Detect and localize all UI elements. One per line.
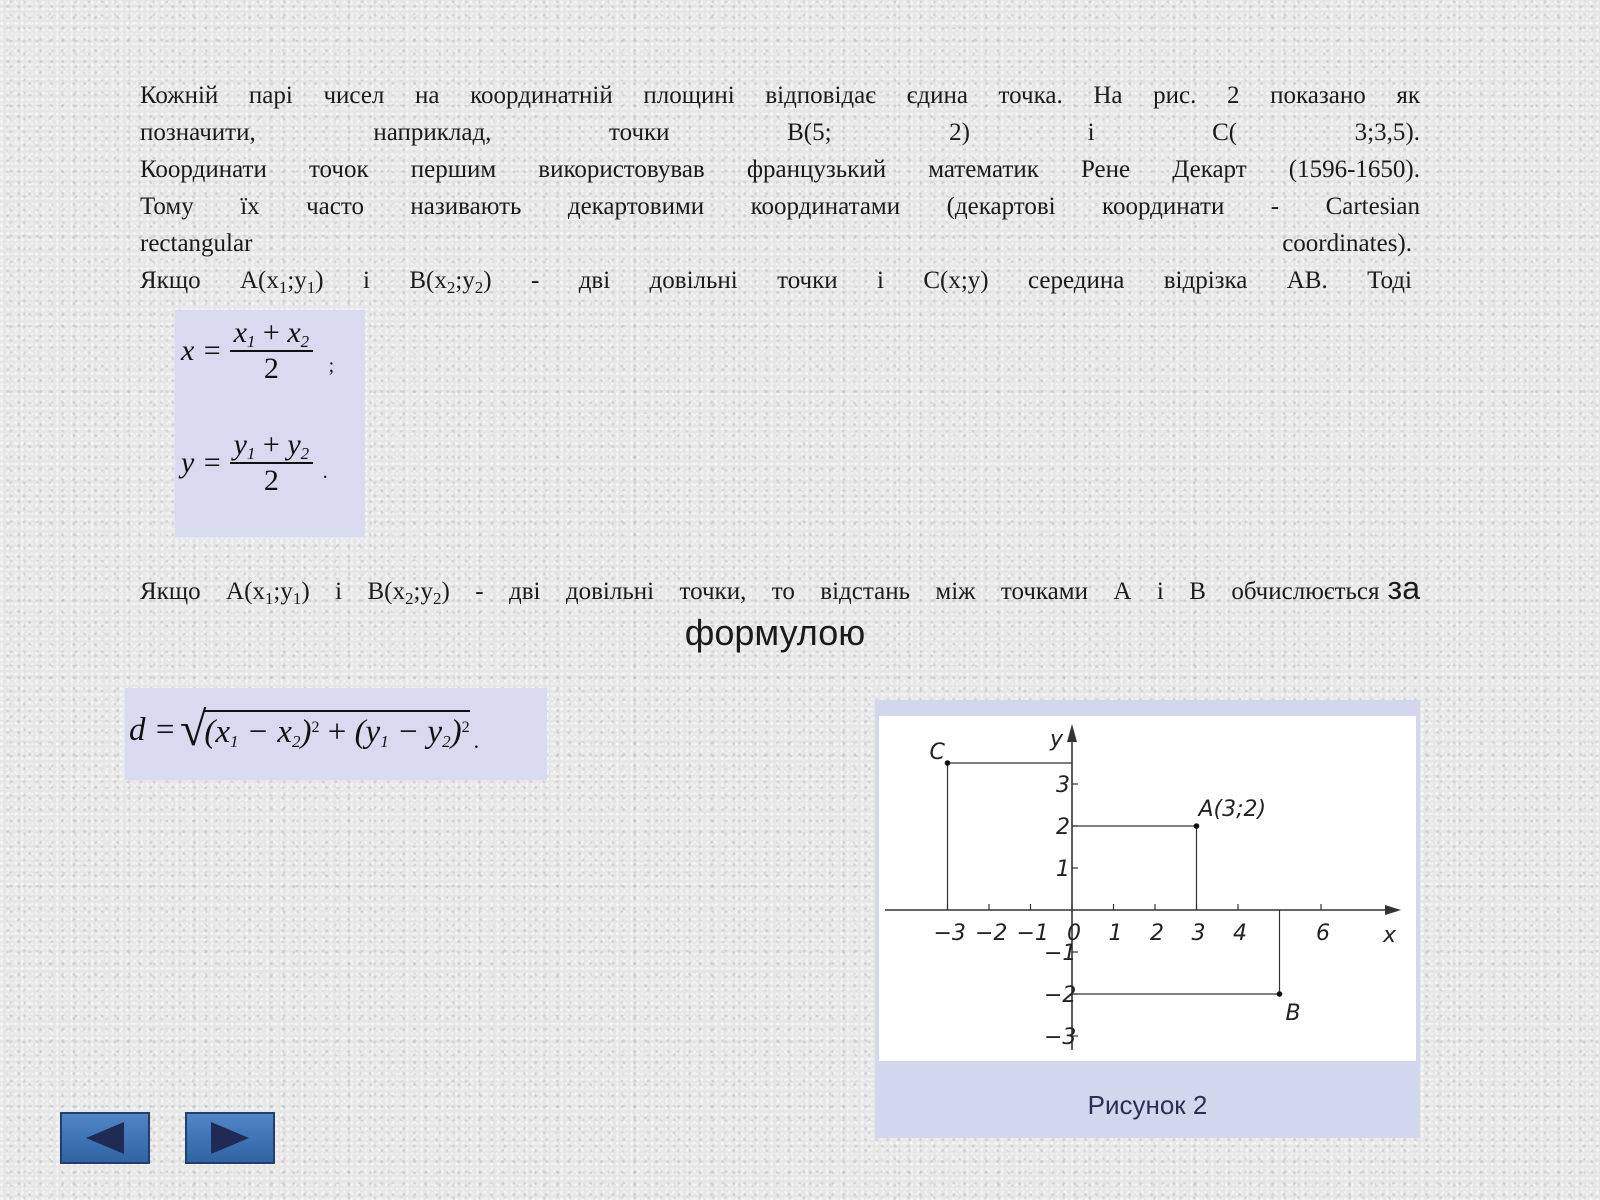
x-axis-label: x	[1383, 923, 1397, 948]
midpoint-formula	[175, 310, 365, 537]
word: і	[877, 267, 884, 294]
word: наприклад,	[373, 119, 492, 146]
right-arrow-icon	[207, 1120, 253, 1156]
x-tick-label: 0	[1067, 921, 1081, 946]
data-point	[1194, 823, 1200, 829]
x-tick-label: −3	[933, 921, 966, 946]
word: і	[1087, 119, 1095, 146]
word: 3;3,5).	[1354, 119, 1420, 146]
intro-line-4: Тому їх часто називають декартовими координатами (декартові координати - Cartesian	[140, 193, 1420, 220]
distance-intro	[140, 570, 1420, 610]
word: Тоді	[1367, 267, 1412, 294]
y-tick-label: 1	[1056, 857, 1070, 882]
point-label: A(3;2)	[1198, 797, 1267, 822]
word: В(5;	[787, 119, 832, 146]
plot-background	[879, 716, 1416, 1061]
point-a: $А(x_1;y_1)$	[239, 267, 324, 297]
word: і	[363, 267, 370, 294]
y-axis-label: y	[1050, 727, 1064, 752]
word: точки	[777, 267, 838, 294]
word-za: за	[1387, 570, 1420, 606]
x-tick-label: 6	[1316, 921, 1330, 946]
distance-formula: d = √ $(x_1 - x_2)^2 + (y_1 - y_2)^2$ .	[125, 688, 547, 780]
data-point	[945, 760, 951, 766]
word: АВ.	[1286, 267, 1328, 294]
word: середина	[1028, 267, 1125, 294]
y-tick-label: 2	[1056, 815, 1070, 840]
intro-paragraph	[140, 77, 1420, 299]
radicand: $(x_1 - x_2)^2 + (y_1 - y_2)^2$	[204, 710, 469, 751]
point-label: C	[929, 740, 945, 765]
x-tick-label: −2	[975, 921, 1008, 946]
word: позначити,	[140, 119, 256, 146]
x-tick-label: −1	[1016, 921, 1049, 946]
coordinate-figure	[875, 700, 1420, 1138]
point-b: $В(x_2;y_2)$	[409, 267, 492, 297]
figure-caption: Рисунок 2	[1087, 1090, 1208, 1120]
prev-button[interactable]	[60, 1112, 150, 1164]
x-tick-label: 2	[1150, 921, 1164, 946]
intro-line-2	[140, 114, 1420, 151]
word: Якщо	[140, 267, 201, 294]
word: дві	[578, 267, 611, 294]
word: С(x;y)	[923, 267, 989, 294]
intro-line-1: Кожній парі чисел на координатній площині відповідає єдина точка. На рис. 2 показано як	[140, 82, 1420, 109]
y-tick-label: −3	[1044, 1025, 1077, 1050]
word: довільні	[649, 267, 738, 294]
x-tick-label: 4	[1233, 921, 1247, 946]
y-tick-label: −2	[1044, 983, 1077, 1008]
data-point	[1277, 991, 1283, 997]
word: rectangular	[140, 230, 253, 257]
x-formula: x = $\frac{x_1 + x_2}{2}$ $_;$	[181, 316, 335, 385]
distance-intro-line: Якщо $А(x_1;y_1)$ і $В(x_2;y_2)$ - дві довільні точки, то відстань між точками А і В обчислюється за	[140, 570, 1420, 608]
word: С(	[1212, 119, 1238, 146]
x-tick-label: 1	[1108, 921, 1123, 946]
coordinate-plane	[875, 700, 1420, 1138]
word: coordinates).	[1282, 230, 1412, 257]
y-formula: y = $\frac{y_1 + y_2}{2}$ $_.$	[181, 428, 328, 497]
x-tick-label: 3	[1191, 921, 1206, 946]
word: 2)	[949, 119, 970, 146]
next-button[interactable]	[185, 1112, 275, 1164]
sqrt-icon: √	[180, 703, 207, 756]
intro-line-5	[140, 225, 1420, 262]
midpoint-intro-line	[140, 262, 1420, 299]
formula-word: формулою	[684, 612, 866, 653]
word: точки	[609, 119, 670, 146]
word: відрізка	[1163, 267, 1248, 294]
y-tick-label: 3	[1056, 773, 1070, 798]
left-arrow-icon	[82, 1120, 128, 1156]
y-tick-label: −1	[1044, 941, 1077, 966]
intro-line-3: Координати точок першим використовував французький математик Рене Декарт (1596-1650).	[140, 156, 1420, 183]
word: -	[530, 267, 540, 294]
point-label: B	[1285, 1001, 1301, 1026]
